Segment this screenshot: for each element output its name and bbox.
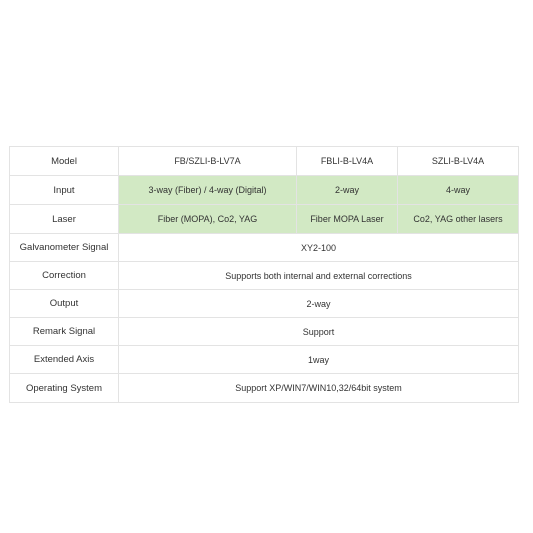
laser-col-3: Co2, YAG other lasers xyxy=(398,205,519,234)
row-label-correction: Correction xyxy=(10,262,119,290)
table-row-remark xyxy=(10,318,519,346)
laser-col-2: Fiber MOPA Laser xyxy=(297,205,398,234)
table-row-input xyxy=(10,176,519,205)
os-value: Support XP/WIN7/WIN10,32/64bit system xyxy=(119,374,519,403)
galvanometer-value: XY2-100 xyxy=(119,234,519,262)
row-label-laser: Laser xyxy=(10,205,119,234)
table-row-extended-axis xyxy=(10,346,519,374)
model-col-1: FB/SZLI-B-LV7A xyxy=(119,147,297,176)
row-label-remark: Remark Signal xyxy=(10,318,119,346)
row-label-galvanometer: Galvanometer Signal xyxy=(10,234,119,262)
table-row-output xyxy=(10,290,519,318)
table-row-correction xyxy=(10,262,519,290)
model-col-2: FBLI-B-LV4A xyxy=(297,147,398,176)
row-label-output: Output xyxy=(10,290,119,318)
input-col-3: 4-way xyxy=(398,176,519,205)
correction-value: Supports both internal and external corrections xyxy=(119,262,519,290)
row-label-extended-axis: Extended Axis xyxy=(10,346,119,374)
remark-value: Support xyxy=(119,318,519,346)
table-row-model xyxy=(10,147,519,176)
spec-table xyxy=(9,146,519,403)
extended-axis-value: 1way xyxy=(119,346,519,374)
output-value: 2-way xyxy=(119,290,519,318)
table-row-os xyxy=(10,374,519,403)
input-col-2: 2-way xyxy=(297,176,398,205)
table-row-laser xyxy=(10,205,519,234)
row-label-os: Operating System xyxy=(10,374,119,403)
input-col-1: 3-way (Fiber) / 4-way (Digital) xyxy=(119,176,297,205)
row-label-input: Input xyxy=(10,176,119,205)
model-col-3: SZLI-B-LV4A xyxy=(398,147,519,176)
table-row-galvanometer xyxy=(10,234,519,262)
row-label-model: Model xyxy=(10,147,119,176)
laser-col-1: Fiber (MOPA), Co2, YAG xyxy=(119,205,297,234)
